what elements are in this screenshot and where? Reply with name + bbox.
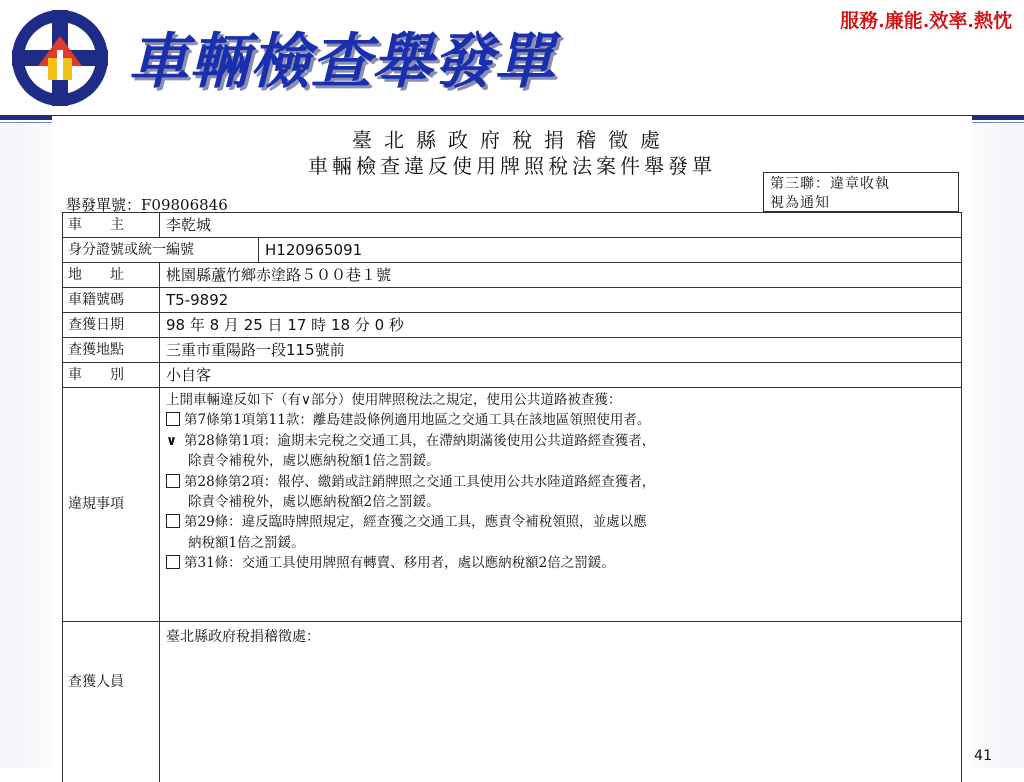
violation-item-2-text: 第28條第1項：逾期未完稅之交通工具，在滯納期滿後使用公共道路經查獲者， (184, 432, 656, 449)
violation-item-1 (166, 410, 955, 430)
violation-item-3-cont: 除責令補稅外，處以應納稅額2倍之罰鍰。 (188, 494, 440, 511)
slogan-text: 服務.廉能.效率.熱忱 (840, 10, 1012, 32)
violation-item-5 (166, 553, 955, 573)
violation-item-4 (166, 512, 955, 532)
row-plate (63, 288, 961, 313)
serial-label: 舉發單號： (66, 196, 142, 214)
date-value: 98 年 8 月 25 日 17 時 18 分 0 秒 (166, 316, 404, 334)
violation-list (160, 388, 961, 621)
agency-name: 臺北縣政府稅捐稽徵處 (352, 128, 672, 152)
type-label: 車 別 (63, 363, 160, 387)
owner-label: 車 主 (63, 213, 160, 237)
row-vehicle-type (63, 363, 961, 388)
slide-title: 車輛檢查舉發單 (128, 27, 555, 97)
violation-item-2 (166, 431, 955, 451)
copy-note-line1: 第三聯：違章收執 (770, 176, 890, 192)
place-label: 查獲地點 (63, 338, 160, 362)
check-mark-icon: ∨ (166, 432, 177, 449)
row-date (63, 313, 961, 338)
violation-label: 違規事項 (63, 388, 160, 621)
row-inspector (63, 622, 961, 782)
page-number: 41 (974, 748, 992, 764)
violation-item-1-text: 第7條第1項第11款：離島建設條例適用地區之交通工具在該地區領照使用者。 (184, 412, 651, 429)
checkbox-icon (166, 474, 180, 488)
inspector-label: 查獲人員 (63, 622, 160, 782)
row-owner (63, 213, 961, 238)
checkbox-icon (166, 514, 180, 528)
plate-value: T5-9892 (166, 291, 229, 309)
checkbox-icon (166, 412, 180, 426)
citation-form (52, 116, 972, 768)
address-value: 桃園縣蘆竹鄉赤塗路５００巷１號 (166, 266, 392, 284)
plate-label: 車籍號碼 (63, 288, 160, 312)
copy-note-box (763, 172, 959, 212)
owner-value: 李乾城 (166, 216, 212, 234)
date-label: 查獲日期 (63, 313, 160, 337)
violation-item-4-text: 第29條：違反臨時牌照規定，經查獲之交通工具，應責令補稅領照，並處以應 (184, 514, 647, 531)
type-value: 小自客 (166, 366, 212, 384)
slide-header (0, 0, 1024, 118)
violation-item-5-text: 第31條：交通工具使用牌照有轉賣、移用者，處以應納稅額2倍之罰鍰。 (184, 555, 615, 572)
right-margin (972, 124, 1024, 768)
violation-item-3 (166, 472, 955, 492)
row-violations (63, 388, 961, 622)
inspector-value: 臺北縣政府稅捐稽徵處： (166, 629, 320, 645)
address-label: 地 址 (63, 263, 160, 287)
serial-value: F09806846 (141, 196, 228, 214)
violation-item-3-text: 第28條第2項：報停、繳銷或註銷牌照之交通工具使用公共水陸道路經查獲者， (184, 473, 656, 490)
id-label: 身分證號或統一編號 (63, 238, 259, 262)
violation-intro: 上開車輛違反如下（有∨部分）使用牌照稅法之規定，使用公共道路被查獲： (166, 392, 622, 408)
checkbox-icon (166, 555, 180, 569)
violation-item-2-cont: 除責令補稅外，處以應納稅額1倍之罰鍰。 (188, 453, 440, 470)
copy-note-line2: 視為通知 (770, 195, 830, 211)
tax-agency-logo-icon (8, 6, 112, 110)
form-table (62, 212, 962, 782)
row-address (63, 263, 961, 288)
row-id (63, 238, 961, 263)
place-value: 三重市重陽路一段115號前 (166, 341, 345, 359)
row-place (63, 338, 961, 363)
form-title: 車輛檢查違反使用牌照稅法案件舉發單 (308, 154, 716, 178)
left-margin (0, 124, 52, 768)
id-value: H120965091 (265, 241, 363, 259)
violation-item-4-cont: 納稅額1倍之罰鍰。 (188, 534, 305, 551)
